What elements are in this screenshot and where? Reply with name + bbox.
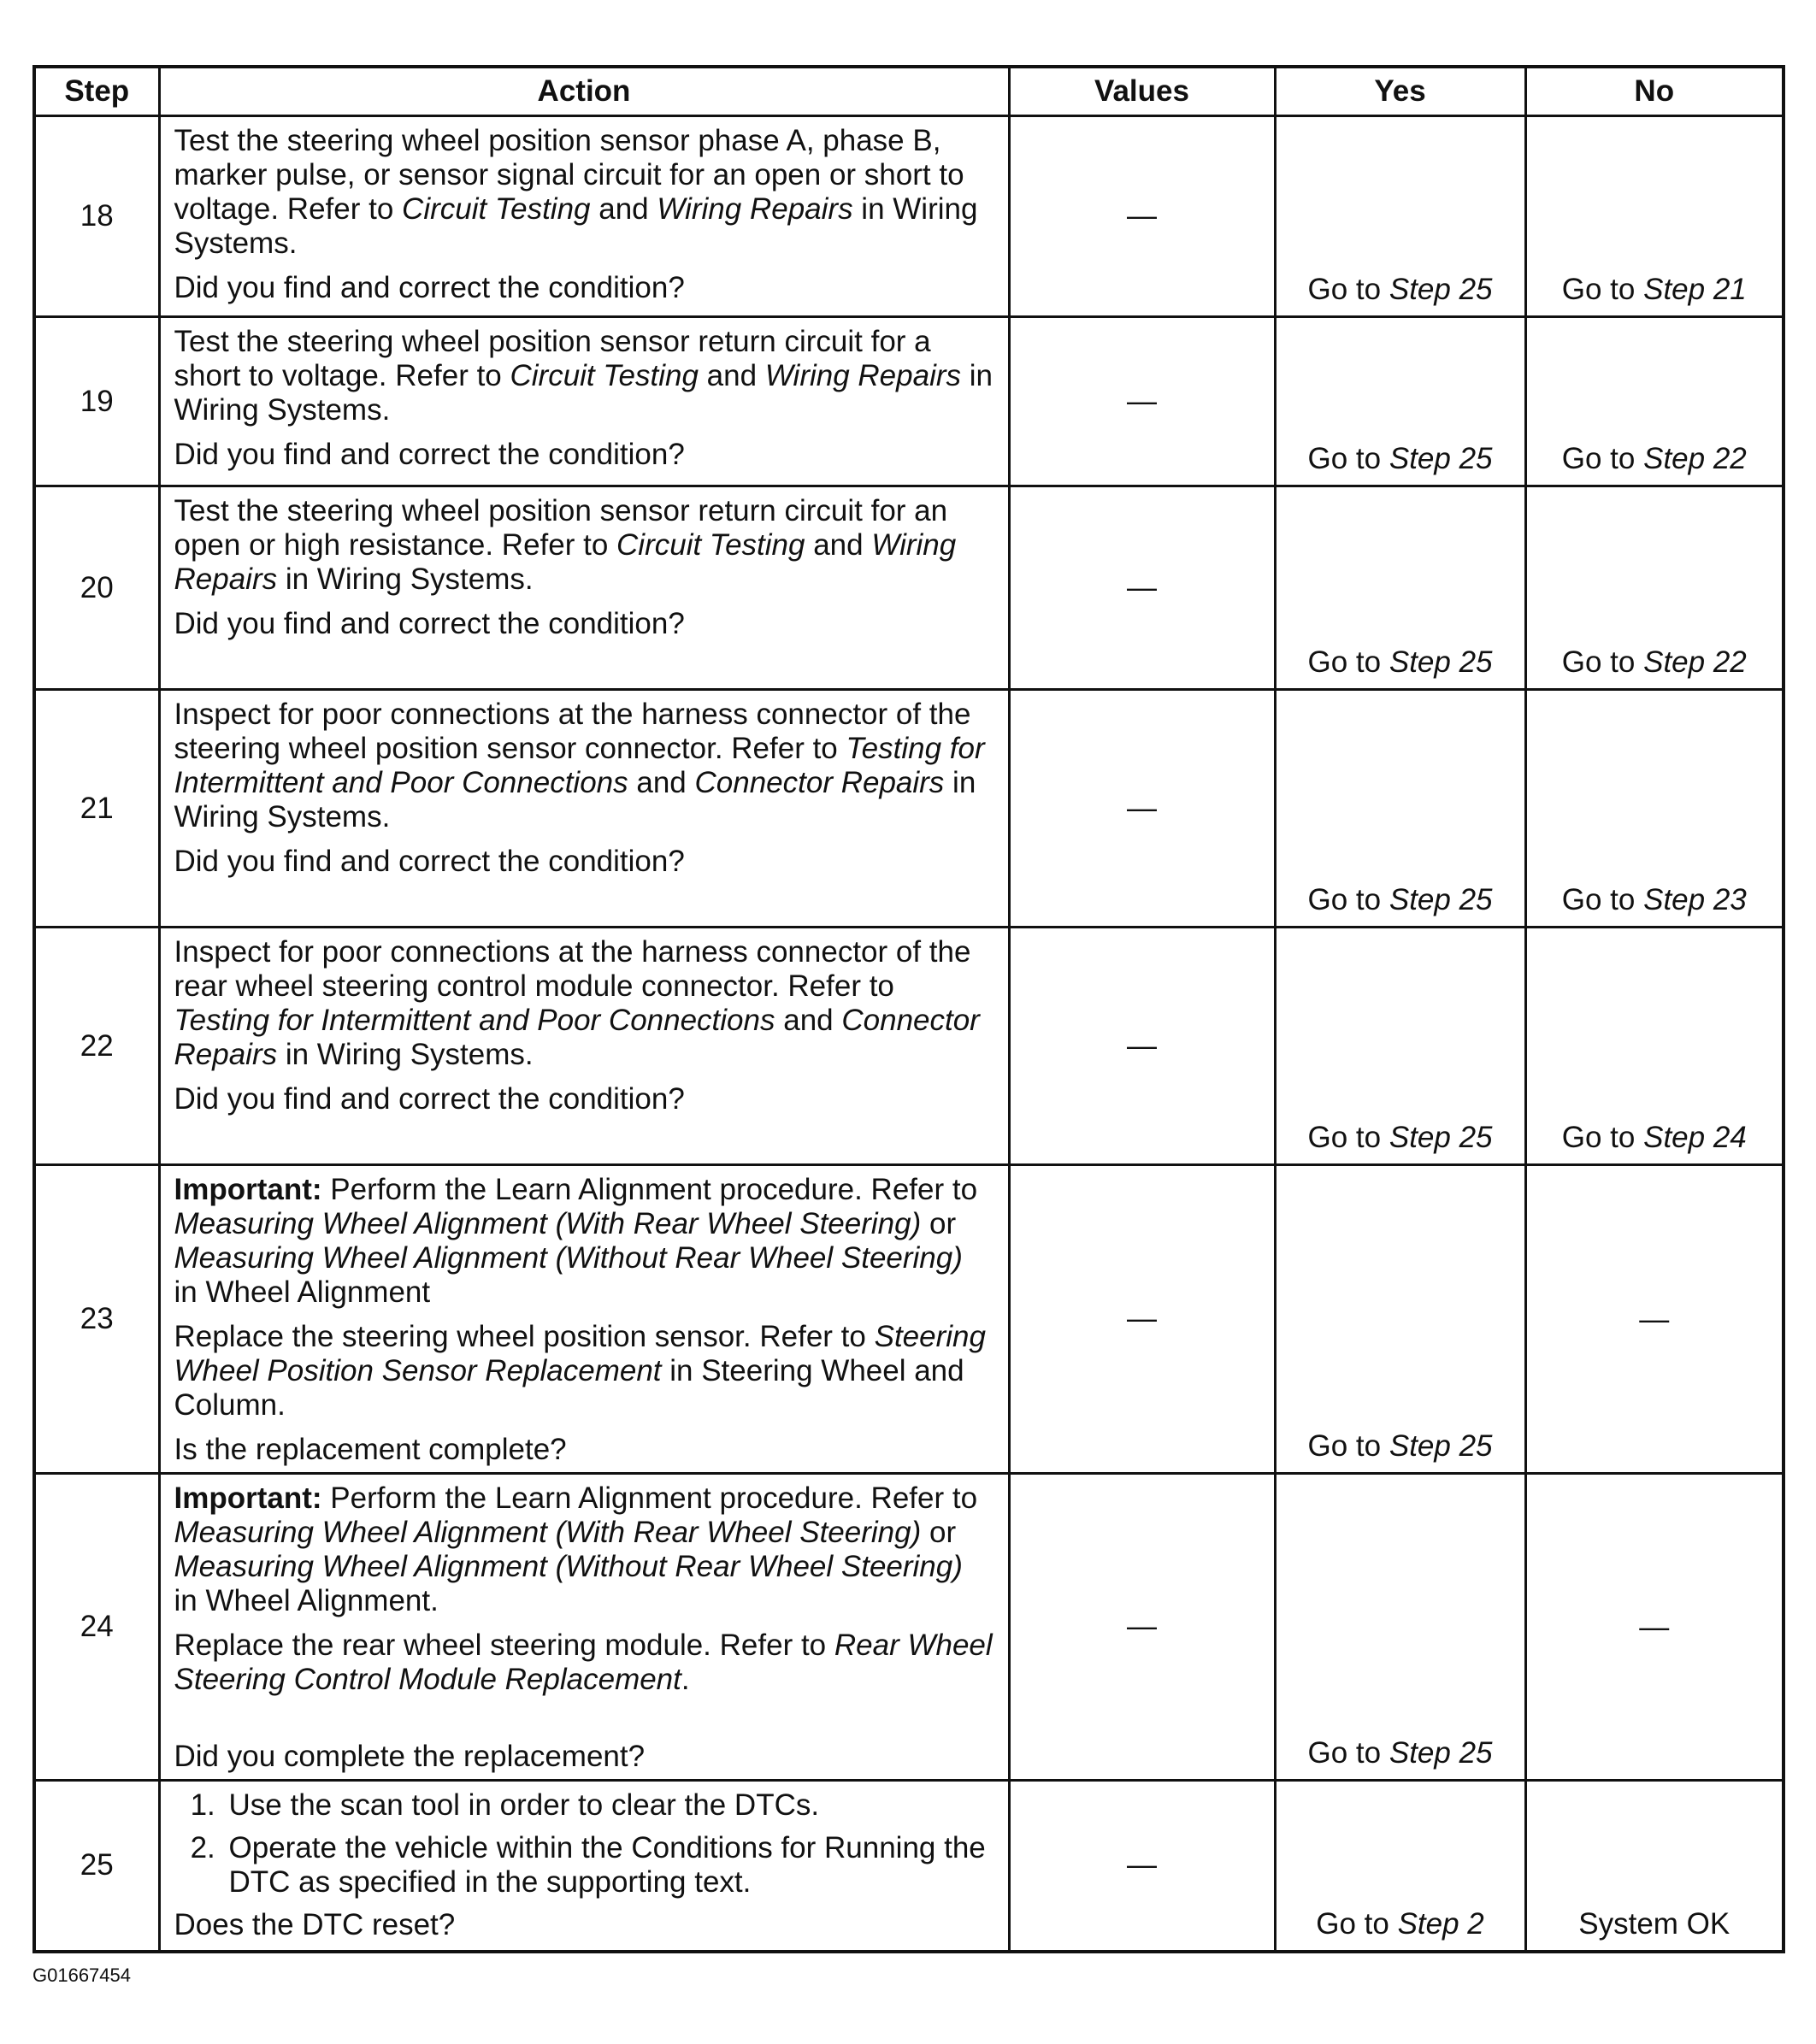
column-header-action: Action (159, 67, 1009, 116)
action-cell (159, 1165, 1009, 1474)
procedure-reference: Wiring Repairs (174, 528, 957, 596)
table-row (34, 486, 1784, 690)
table-row (34, 1474, 1784, 1781)
no-cell (1525, 928, 1784, 1165)
goto-label: Go to (1561, 273, 1636, 306)
action-text: Test the steering wheel position sensor phase A, phase B, marker pulse, or sensor signal circuit for an open or short to voltage. Refer to (174, 124, 964, 226)
table-row (34, 1165, 1784, 1474)
diagnostic-table-container (32, 65, 1782, 1953)
action-paragraph (174, 1173, 994, 1310)
action-text: Did you find and correct the condition? (174, 438, 685, 471)
no-cell (1525, 690, 1784, 928)
goto-label: Go to (1307, 883, 1382, 916)
action-text: in Wheel Alignment. (174, 1584, 439, 1617)
yes-step-link: Step 25 (1389, 1429, 1493, 1463)
goto-label: Go to (1307, 442, 1382, 475)
goto-label: Go to (1561, 883, 1636, 916)
step-number: 18 (34, 116, 159, 317)
goto-label: Go to (1561, 1121, 1636, 1154)
action-cell (159, 317, 1009, 486)
action-paragraph (174, 935, 994, 1072)
action-text: in Wiring Systems. (277, 1038, 534, 1071)
action-paragraph (174, 494, 994, 597)
yes-cell (1275, 1165, 1525, 1474)
action-list-item: 2. Operate the vehicle within the Conditions for Running the DTC as specified in the supporting text. (224, 1831, 994, 1900)
action-text: and (698, 359, 765, 392)
no-step-link: Step 22 (1643, 442, 1747, 475)
action-paragraph (174, 1320, 994, 1423)
action-paragraph (174, 845, 994, 879)
important-label: Important: (174, 1481, 322, 1515)
table-row (34, 317, 1784, 486)
action-list-item: 1. Use the scan tool in order to clear the DTCs. (224, 1788, 994, 1823)
table-row (34, 1781, 1784, 1952)
yes-step-link: Step 25 (1389, 1736, 1493, 1770)
figure-id: G01667454 (32, 1964, 131, 1986)
no-step-link: Step 22 (1643, 645, 1747, 679)
procedure-reference: Wiring Repairs (764, 359, 962, 392)
table-row (34, 690, 1784, 928)
action-text: in Wiring Systems. (174, 766, 976, 834)
action-step-list (174, 1788, 994, 1900)
action-text: Test the steering wheel position sensor return circuit for an open or high resistance. Refer to (174, 494, 948, 562)
table-row (34, 116, 1784, 317)
action-text: Replace the rear wheel steering module. Refer to (174, 1629, 834, 1662)
no-cell: System OK (1525, 1781, 1784, 1952)
action-cell (159, 690, 1009, 928)
goto-label: Go to (1307, 645, 1382, 679)
no-cell (1525, 486, 1784, 690)
diagnostic-steps-table (32, 65, 1785, 1953)
action-cell (159, 116, 1009, 317)
action-text: or (921, 1207, 957, 1240)
step-number: 21 (34, 690, 159, 928)
goto-label: Go to (1316, 1906, 1389, 1941)
no-cell: — (1525, 1474, 1784, 1781)
goto-label: Go to (1307, 1429, 1382, 1463)
action-text: and (628, 766, 695, 799)
action-paragraph (174, 1908, 994, 1942)
no-step-link: Step 24 (1643, 1121, 1747, 1154)
yes-step-link: Step 25 (1389, 273, 1493, 306)
values-cell: — (1009, 317, 1275, 486)
no-cell (1525, 317, 1784, 486)
action-cell (159, 486, 1009, 690)
step-number: 25 (34, 1781, 159, 1952)
values-cell: — (1009, 1165, 1275, 1474)
procedure-reference: Connector Repairs (694, 766, 945, 799)
action-text: Did you find and correct the condition? (174, 845, 685, 878)
yes-cell (1275, 1781, 1525, 1952)
yes-cell (1275, 317, 1525, 486)
table-header-row (34, 67, 1784, 116)
action-text: Perform the Learn Alignment procedure. Refer to (321, 1173, 978, 1206)
procedure-reference: Connector Repairs (174, 1004, 980, 1071)
procedure-reference: Measuring Wheel Alignment (With Rear Wheel Steering) (174, 1207, 922, 1240)
procedure-reference: Rear Wheel Steering Control Module Replacement (174, 1629, 993, 1696)
column-header-values: Values (1009, 67, 1275, 116)
no-step-link: Step 23 (1643, 883, 1747, 916)
action-paragraph (174, 271, 994, 305)
action-text: in Wiring Systems. (277, 563, 534, 596)
table-row (34, 928, 1784, 1165)
yes-cell (1275, 690, 1525, 928)
step-number: 24 (34, 1474, 159, 1781)
action-cell (159, 1474, 1009, 1781)
action-text: Inspect for poor connections at the harness connector of the steering wheel position sensor connector. Refer to (174, 698, 971, 765)
goto-label: Go to (1561, 645, 1636, 679)
yes-step-link: Step 2 (1397, 1906, 1484, 1941)
action-text: Is the replacement complete? (174, 1433, 567, 1466)
action-text: Test the steering wheel position sensor return circuit for a short to voltage. Refer to (174, 325, 931, 392)
procedure-reference: Wiring Repairs (657, 192, 853, 226)
action-text: in Wiring Systems. (174, 359, 993, 427)
procedure-reference: Circuit Testing (402, 192, 591, 226)
action-paragraph (174, 1629, 994, 1697)
yes-cell (1275, 928, 1525, 1165)
values-cell: — (1009, 928, 1275, 1165)
values-cell: — (1009, 690, 1275, 928)
procedure-reference: Measuring Wheel Alignment (Without Rear Wheel Steering) (174, 1550, 963, 1583)
action-text: and (775, 1004, 842, 1037)
yes-cell (1275, 116, 1525, 317)
goto-label: Go to (1307, 1121, 1382, 1154)
action-text: Did you find and correct the condition? (174, 1082, 685, 1116)
goto-label: Go to (1307, 1736, 1382, 1770)
no-step-link: Step 21 (1643, 273, 1747, 306)
procedure-reference: Testing for Intermittent and Poor Connections (174, 732, 985, 799)
action-paragraph (174, 1481, 994, 1618)
action-paragraph (174, 607, 994, 641)
action-paragraph (174, 438, 994, 472)
yes-step-link: Step 25 (1389, 1121, 1493, 1154)
action-paragraph (174, 1433, 994, 1467)
column-header-yes: Yes (1275, 67, 1525, 116)
step-number: 22 (34, 928, 159, 1165)
step-number: 20 (34, 486, 159, 690)
no-cell: — (1525, 1165, 1784, 1474)
procedure-reference: Circuit Testing (616, 528, 805, 562)
action-text: Did you find and correct the condition? (174, 607, 685, 640)
yes-step-link: Step 25 (1389, 645, 1493, 679)
action-text: in Steering Wheel and Column. (174, 1354, 964, 1422)
procedure-reference: Steering Wheel Position Sensor Replacement (174, 1320, 986, 1387)
action-paragraph (174, 124, 994, 261)
yes-cell (1275, 486, 1525, 690)
no-cell (1525, 116, 1784, 317)
procedure-reference: Measuring Wheel Alignment (With Rear Wheel Steering) (174, 1516, 922, 1549)
action-text: Inspect for poor connections at the harness connector of the rear wheel steering control module connector. Refer to (174, 935, 971, 1003)
column-header-no: No (1525, 67, 1784, 116)
yes-cell (1275, 1474, 1525, 1781)
action-paragraph (174, 698, 994, 834)
values-cell: — (1009, 1474, 1275, 1781)
action-cell (159, 1781, 1009, 1952)
values-cell: — (1009, 486, 1275, 690)
action-paragraph (174, 1082, 994, 1116)
action-text: in Wiring Systems. (174, 192, 978, 260)
action-text: Did you complete the replacement? (174, 1740, 646, 1773)
action-text: in Wheel Alignment (174, 1275, 431, 1309)
column-header-step: Step (34, 67, 159, 116)
action-paragraph (174, 1740, 994, 1774)
yes-step-link: Step 25 (1389, 442, 1493, 475)
action-text: Replace the steering wheel position sensor. Refer to (174, 1320, 875, 1353)
step-number: 19 (34, 317, 159, 486)
yes-step-link: Step 25 (1389, 883, 1493, 916)
action-paragraph (174, 325, 994, 427)
action-text: . (681, 1663, 690, 1696)
important-label: Important: (174, 1173, 322, 1206)
goto-label: Go to (1561, 442, 1636, 475)
action-text: or (921, 1516, 957, 1549)
procedure-reference: Circuit Testing (510, 359, 699, 392)
action-text: and (805, 528, 872, 562)
table-body (34, 116, 1784, 1952)
values-cell: — (1009, 1781, 1275, 1952)
procedure-reference: Testing for Intermittent and Poor Connections (174, 1004, 775, 1037)
action-cell (159, 928, 1009, 1165)
values-cell: — (1009, 116, 1275, 317)
goto-label: Go to (1307, 273, 1382, 306)
action-text: Did you find and correct the condition? (174, 271, 685, 304)
procedure-reference: Measuring Wheel Alignment (Without Rear Wheel Steering) (174, 1241, 963, 1275)
action-text: Perform the Learn Alignment procedure. Refer to (321, 1481, 978, 1515)
action-text: Does the DTC reset? (174, 1908, 456, 1941)
step-number: 23 (34, 1165, 159, 1474)
action-text: and (590, 192, 657, 226)
